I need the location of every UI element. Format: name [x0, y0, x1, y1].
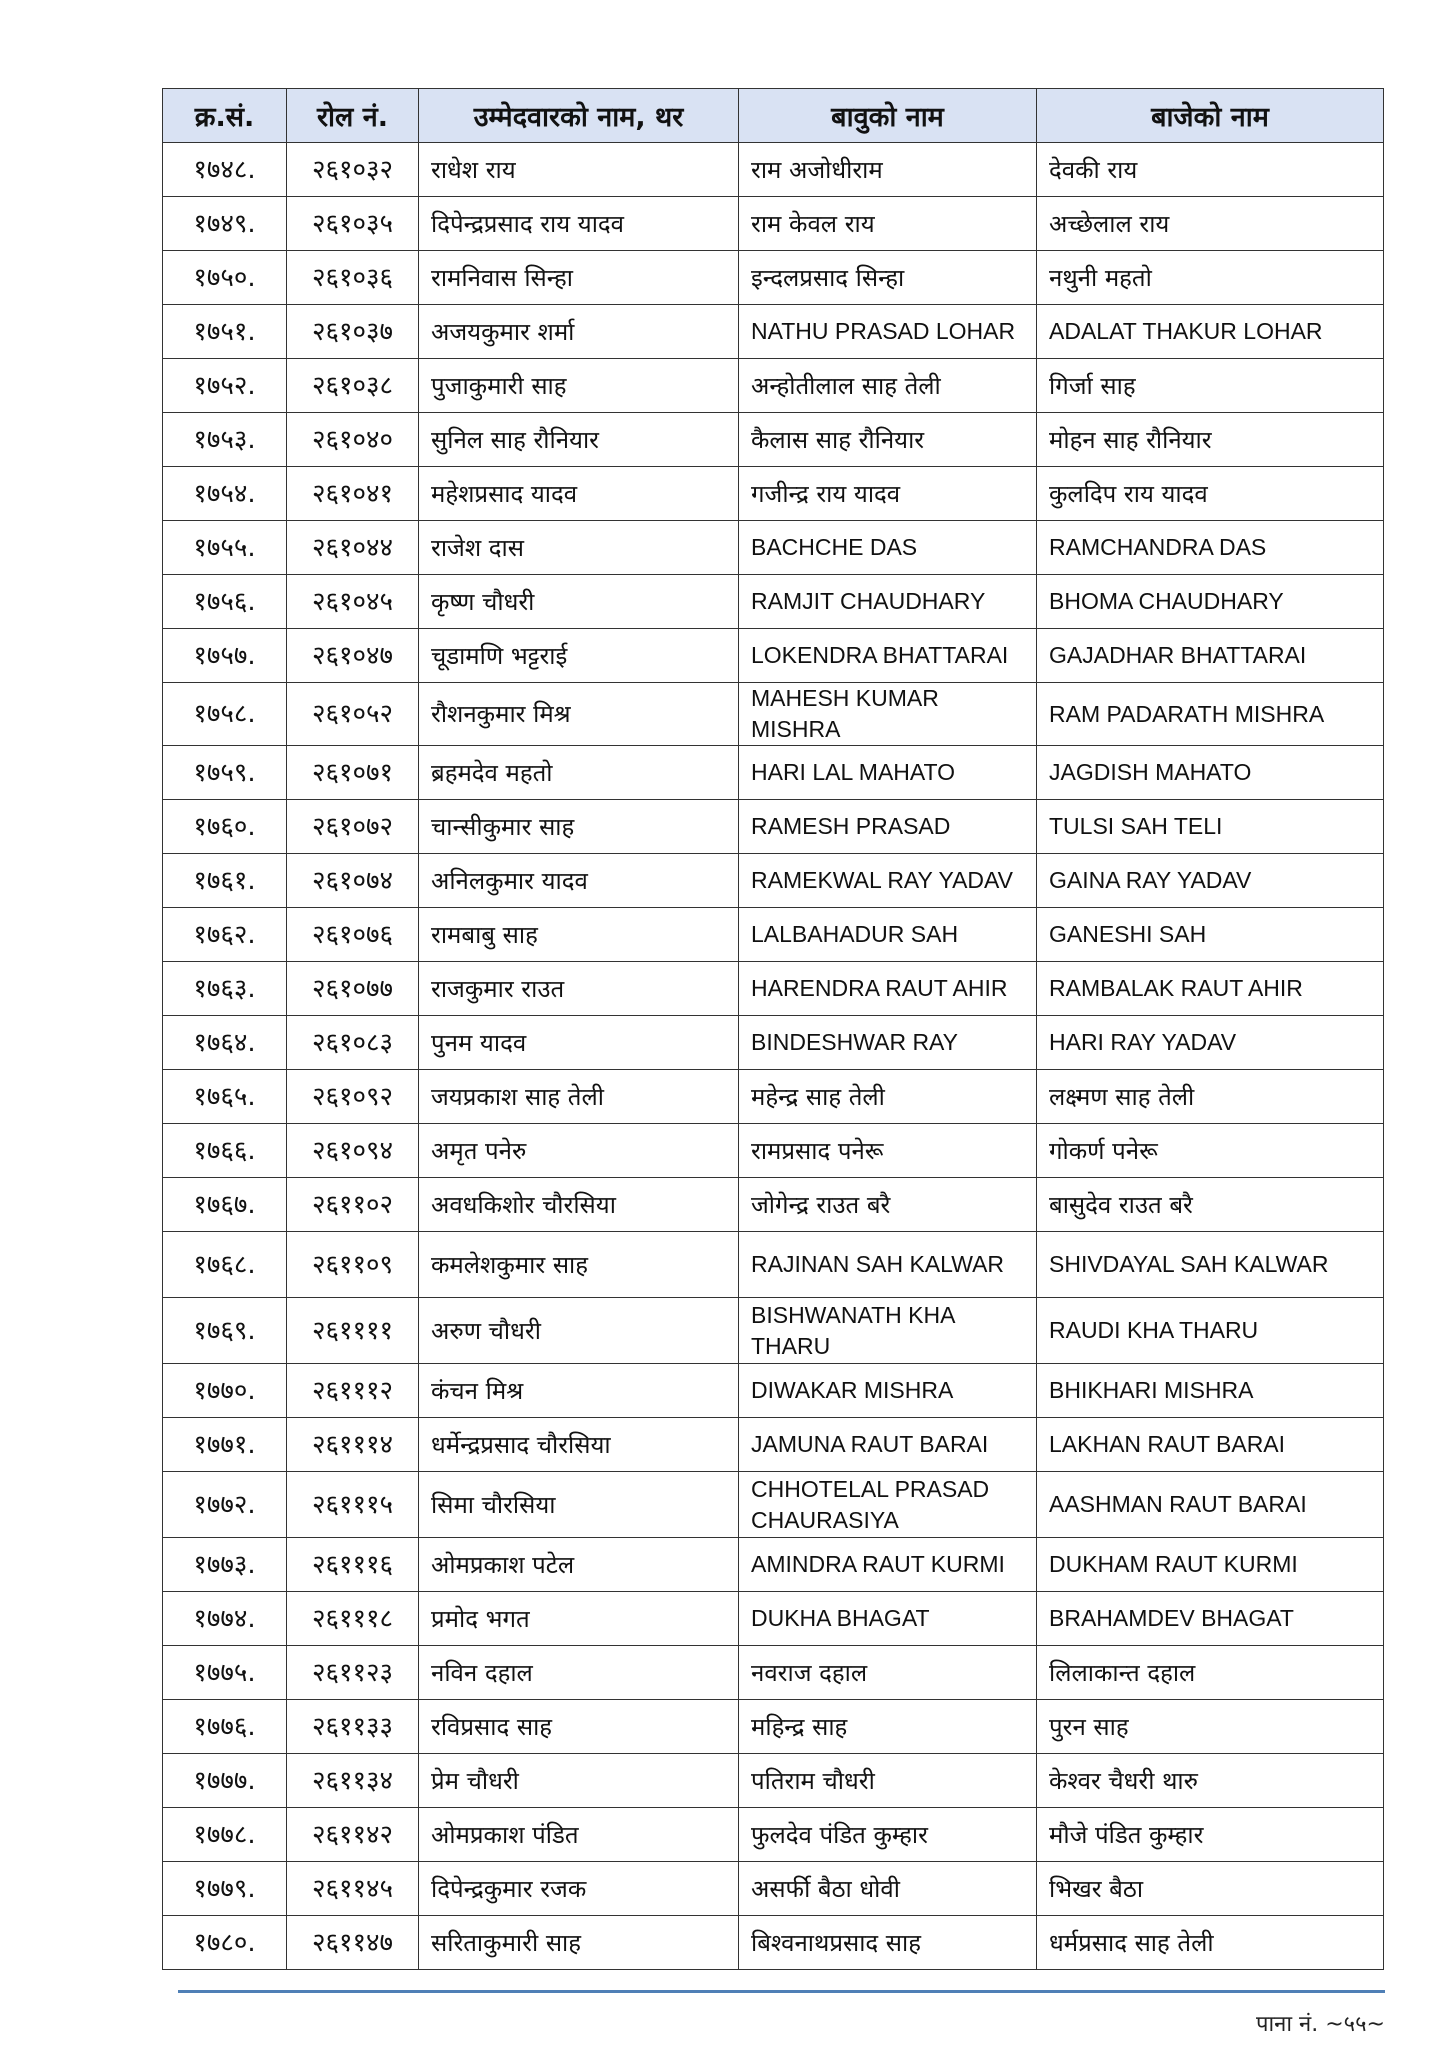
candidate-name-cell: रामबाबु साह: [419, 908, 739, 962]
serial-number-cell: १७६८.: [163, 1232, 287, 1298]
table-row: [163, 1916, 1384, 1970]
table-row: [163, 1472, 1384, 1538]
header-row: [163, 89, 1384, 143]
father-name-cell: पतिराम चौधरी: [739, 1754, 1037, 1808]
header-roll-number: रोल नं.: [287, 89, 419, 143]
roll-number-cell: २६११०२: [287, 1178, 419, 1232]
candidate-name-cell: अमृत पनेरु: [419, 1124, 739, 1178]
grandfather-name-cell: भिखर बैठा: [1037, 1862, 1384, 1916]
grandfather-name-cell: AASHMAN RAUT BARAI: [1037, 1472, 1384, 1538]
father-name-cell: RAJINAN SAH KALWAR: [739, 1232, 1037, 1298]
serial-number-cell: १७७४.: [163, 1592, 287, 1646]
table-row: [163, 467, 1384, 521]
roll-number-cell: २६१०७६: [287, 908, 419, 962]
father-name-cell: रामप्रसाद पनेरू: [739, 1124, 1037, 1178]
candidate-name-cell: सुनिल साह रौनियार: [419, 413, 739, 467]
table-row: [163, 1298, 1384, 1364]
roll-number-cell: २६१०३८: [287, 359, 419, 413]
father-name-cell: महिन्द्र साह: [739, 1700, 1037, 1754]
grandfather-name-cell: पुरन साह: [1037, 1700, 1384, 1754]
father-name-cell: HARENDRA RAUT AHIR: [739, 962, 1037, 1016]
serial-number-cell: १७६७.: [163, 1178, 287, 1232]
father-name-cell: फुलदेव पंडित कुम्हार: [739, 1808, 1037, 1862]
father-name-cell: LALBAHADUR SAH: [739, 908, 1037, 962]
candidate-name-cell: चूडामणि भट्टराई: [419, 629, 739, 683]
candidate-name-cell: जयप्रकाश साह तेली: [419, 1070, 739, 1124]
roll-number-cell: २६११११: [287, 1298, 419, 1364]
serial-number-cell: १७६३.: [163, 962, 287, 1016]
table-row: [163, 1592, 1384, 1646]
table-row: [163, 575, 1384, 629]
father-name-cell: बिश्वनाथप्रसाद साह: [739, 1916, 1037, 1970]
candidate-name-cell: अजयकुमार शर्मा: [419, 305, 739, 359]
father-name-cell: JAMUNA RAUT BARAI: [739, 1418, 1037, 1472]
candidate-table: [162, 88, 1384, 1970]
father-name-cell: RAMEKWAL RAY YADAV: [739, 854, 1037, 908]
table-row: [163, 1754, 1384, 1808]
table-row: [163, 1232, 1384, 1298]
serial-number-cell: १७८०.: [163, 1916, 287, 1970]
grandfather-name-cell: BHOMA CHAUDHARY: [1037, 575, 1384, 629]
grandfather-name-cell: धर्मप्रसाद साह तेली: [1037, 1916, 1384, 1970]
father-name-cell: इन्दलप्रसाद सिन्हा: [739, 251, 1037, 305]
table-row: [163, 1178, 1384, 1232]
candidate-name-cell: कृष्ण चौधरी: [419, 575, 739, 629]
grandfather-name-cell: HARI RAY YADAV: [1037, 1016, 1384, 1070]
serial-number-cell: १७७१.: [163, 1418, 287, 1472]
serial-number-cell: १७७६.: [163, 1700, 287, 1754]
table-row: [163, 143, 1384, 197]
serial-number-cell: १७६०.: [163, 800, 287, 854]
grandfather-name-cell: DUKHAM RAUT KURMI: [1037, 1538, 1384, 1592]
roll-number-cell: २६१०३६: [287, 251, 419, 305]
roll-number-cell: २६१११४: [287, 1418, 419, 1472]
roll-number-cell: २६१०३५: [287, 197, 419, 251]
serial-number-cell: १७४८.: [163, 143, 287, 197]
grandfather-name-cell: LAKHAN RAUT BARAI: [1037, 1418, 1384, 1472]
candidate-name-cell: रौशनकुमार मिश्र: [419, 683, 739, 746]
roll-number-cell: २६१०७१: [287, 746, 419, 800]
roll-number-cell: २६१०४४: [287, 521, 419, 575]
roll-number-cell: २६१०७४: [287, 854, 419, 908]
table-row: [163, 1364, 1384, 1418]
roll-number-cell: २६१०८३: [287, 1016, 419, 1070]
page-number: पाना नं. ~५५~: [1255, 2012, 1385, 2037]
table-row: [163, 1070, 1384, 1124]
roll-number-cell: २६११४५: [287, 1862, 419, 1916]
grandfather-name-cell: GANESHI SAH: [1037, 908, 1384, 962]
table-row: [163, 1016, 1384, 1070]
candidate-name-cell: प्रमोद भगत: [419, 1592, 739, 1646]
father-name-cell: RAMJIT CHAUDHARY: [739, 575, 1037, 629]
father-name-cell: नवराज दहाल: [739, 1646, 1037, 1700]
father-name-cell: CHHOTELAL PRASAD CHAURASIYA: [739, 1472, 1037, 1538]
grandfather-name-cell: BRAHAMDEV BHAGAT: [1037, 1592, 1384, 1646]
candidate-name-cell: रामनिवास सिन्हा: [419, 251, 739, 305]
candidate-name-cell: दिपेन्द्रकुमार रजक: [419, 1862, 739, 1916]
grandfather-name-cell: अच्छेलाल राय: [1037, 197, 1384, 251]
table-row: [163, 800, 1384, 854]
candidate-name-cell: अनिलकुमार यादव: [419, 854, 739, 908]
serial-number-cell: १७७३.: [163, 1538, 287, 1592]
table-row: [163, 854, 1384, 908]
candidate-name-cell: दिपेन्द्रप्रसाद राय यादव: [419, 197, 739, 251]
father-name-cell: महेन्द्र साह तेली: [739, 1070, 1037, 1124]
grandfather-name-cell: बासुदेव राउत बरै: [1037, 1178, 1384, 1232]
serial-number-cell: १७५२.: [163, 359, 287, 413]
father-name-cell: BACHCHE DAS: [739, 521, 1037, 575]
serial-number-cell: १७६४.: [163, 1016, 287, 1070]
table-row: [163, 1700, 1384, 1754]
father-name-cell: असर्फी बैठा धोवी: [739, 1862, 1037, 1916]
table-row: [163, 683, 1384, 746]
table-row: [163, 1124, 1384, 1178]
roll-number-cell: २६१०७२: [287, 800, 419, 854]
roll-number-cell: २६१०३२: [287, 143, 419, 197]
header-candidate-name: उम्मेदवारको नाम, थर: [419, 89, 739, 143]
roll-number-cell: २६१०५२: [287, 683, 419, 746]
serial-number-cell: १७५६.: [163, 575, 287, 629]
serial-number-cell: १७७८.: [163, 1808, 287, 1862]
father-name-cell: कैलास साह रौनियार: [739, 413, 1037, 467]
serial-number-cell: १७५४.: [163, 467, 287, 521]
father-name-cell: RAMESH PRASAD: [739, 800, 1037, 854]
grandfather-name-cell: RAMBALAK RAUT AHIR: [1037, 962, 1384, 1016]
grandfather-name-cell: RAMCHANDRA DAS: [1037, 521, 1384, 575]
roll-number-cell: २६१०४७: [287, 629, 419, 683]
roll-number-cell: २६१०४५: [287, 575, 419, 629]
roll-number-cell: २६११३३: [287, 1700, 419, 1754]
grandfather-name-cell: लक्ष्मण साह तेली: [1037, 1070, 1384, 1124]
father-name-cell: BINDESHWAR RAY: [739, 1016, 1037, 1070]
candidate-name-cell: नविन दहाल: [419, 1646, 739, 1700]
candidate-name-cell: अरुण चौधरी: [419, 1298, 739, 1364]
grandfather-name-cell: TULSI SAH TELI: [1037, 800, 1384, 854]
serial-number-cell: १७६५.: [163, 1070, 287, 1124]
table-row: [163, 413, 1384, 467]
serial-number-cell: १७५९.: [163, 746, 287, 800]
header-grandfather-name: बाजेको नाम: [1037, 89, 1384, 143]
candidate-name-cell: अवधकिशोर चौरसिया: [419, 1178, 739, 1232]
grandfather-name-cell: मौजे पंडित कुम्हार: [1037, 1808, 1384, 1862]
father-name-cell: DUKHA BHAGAT: [739, 1592, 1037, 1646]
roll-number-cell: २६११३४: [287, 1754, 419, 1808]
serial-number-cell: १७७०.: [163, 1364, 287, 1418]
table-row: [163, 908, 1384, 962]
grandfather-name-cell: मोहन साह रौनियार: [1037, 413, 1384, 467]
grandfather-name-cell: RAM PADARATH MISHRA: [1037, 683, 1384, 746]
table-row: [163, 521, 1384, 575]
candidate-name-cell: ओमप्रकाश पंडित: [419, 1808, 739, 1862]
father-name-cell: NATHU PRASAD LOHAR: [739, 305, 1037, 359]
candidate-name-cell: ब्रहमदेव महतो: [419, 746, 739, 800]
father-name-cell: MAHESH KUMAR MISHRA: [739, 683, 1037, 746]
roll-number-cell: २६११४७: [287, 1916, 419, 1970]
candidate-name-cell: कंचन मिश्र: [419, 1364, 739, 1418]
table-row: [163, 1646, 1384, 1700]
grandfather-name-cell: RAUDI KHA THARU: [1037, 1298, 1384, 1364]
grandfather-name-cell: कुलदिप राय यादव: [1037, 467, 1384, 521]
father-name-cell: DIWAKAR MISHRA: [739, 1364, 1037, 1418]
roll-number-cell: २६११२३: [287, 1646, 419, 1700]
grandfather-name-cell: ADALAT THAKUR LOHAR: [1037, 305, 1384, 359]
candidate-name-cell: धर्मेन्द्रप्रसाद चौरसिया: [419, 1418, 739, 1472]
serial-number-cell: १७६६.: [163, 1124, 287, 1178]
grandfather-name-cell: केश्वर चैधरी थारु: [1037, 1754, 1384, 1808]
serial-number-cell: १७४९.: [163, 197, 287, 251]
father-name-cell: AMINDRA RAUT KURMI: [739, 1538, 1037, 1592]
roll-number-cell: २६१०७७: [287, 962, 419, 1016]
serial-number-cell: १७७९.: [163, 1862, 287, 1916]
candidate-name-cell: कमलेशकुमार साह: [419, 1232, 739, 1298]
grandfather-name-cell: BHIKHARI MISHRA: [1037, 1364, 1384, 1418]
candidate-name-cell: राधेश राय: [419, 143, 739, 197]
candidate-name-cell: चान्सीकुमार साह: [419, 800, 739, 854]
father-name-cell: BISHWANATH KHA THARU: [739, 1298, 1037, 1364]
father-name-cell: गजीन्द्र राय यादव: [739, 467, 1037, 521]
candidate-name-cell: सिमा चौरसिया: [419, 1472, 739, 1538]
table-row: [163, 1862, 1384, 1916]
father-name-cell: राम अजोधीराम: [739, 143, 1037, 197]
grandfather-name-cell: नथुनी महतो: [1037, 251, 1384, 305]
table-row: [163, 1418, 1384, 1472]
serial-number-cell: १७६२.: [163, 908, 287, 962]
roll-number-cell: २६११४२: [287, 1808, 419, 1862]
table-row: [163, 1538, 1384, 1592]
candidate-name-cell: प्रेम चौधरी: [419, 1754, 739, 1808]
father-name-cell: LOKENDRA BHATTARAI: [739, 629, 1037, 683]
candidate-name-cell: राजकुमार राउत: [419, 962, 739, 1016]
father-name-cell: अन्होतीलाल साह तेली: [739, 359, 1037, 413]
candidate-name-cell: रविप्रसाद साह: [419, 1700, 739, 1754]
father-name-cell: राम केवल राय: [739, 197, 1037, 251]
grandfather-name-cell: SHIVDAYAL SAH KALWAR: [1037, 1232, 1384, 1298]
table-row: [163, 1808, 1384, 1862]
header-serial-number: क्र.सं.: [163, 89, 287, 143]
serial-number-cell: १७७७.: [163, 1754, 287, 1808]
candidate-name-cell: महेशप्रसाद यादव: [419, 467, 739, 521]
serial-number-cell: १७५७.: [163, 629, 287, 683]
candidate-name-cell: सरिताकुमारी साह: [419, 1916, 739, 1970]
roll-number-cell: २६१०४१: [287, 467, 419, 521]
roll-number-cell: २६१११६: [287, 1538, 419, 1592]
serial-number-cell: १७६९.: [163, 1298, 287, 1364]
candidate-name-cell: पुनम यादव: [419, 1016, 739, 1070]
table-row: [163, 359, 1384, 413]
table-row: [163, 962, 1384, 1016]
candidate-name-cell: ओमप्रकाश पटेल: [419, 1538, 739, 1592]
roll-number-cell: २६१११२: [287, 1364, 419, 1418]
serial-number-cell: १७७२.: [163, 1472, 287, 1538]
roll-number-cell: २६१०३७: [287, 305, 419, 359]
grandfather-name-cell: GAINA RAY YADAV: [1037, 854, 1384, 908]
roll-number-cell: २६१०४०: [287, 413, 419, 467]
serial-number-cell: १७५५.: [163, 521, 287, 575]
father-name-cell: HARI LAL MAHATO: [739, 746, 1037, 800]
grandfather-name-cell: GAJADHAR BHATTARAI: [1037, 629, 1384, 683]
header-father-name: बावुको नाम: [739, 89, 1037, 143]
table-row: [163, 746, 1384, 800]
serial-number-cell: १७५१.: [163, 305, 287, 359]
serial-number-cell: १७७५.: [163, 1646, 287, 1700]
grandfather-name-cell: गिर्जा साह: [1037, 359, 1384, 413]
serial-number-cell: १७५८.: [163, 683, 287, 746]
table-row: [163, 305, 1384, 359]
table-row: [163, 251, 1384, 305]
roll-number-cell: २६१११५: [287, 1472, 419, 1538]
candidate-name-cell: पुजाकुमारी साह: [419, 359, 739, 413]
candidate-name-cell: राजेश दास: [419, 521, 739, 575]
serial-number-cell: १७५३.: [163, 413, 287, 467]
grandfather-name-cell: लिलाकान्त दहाल: [1037, 1646, 1384, 1700]
table-row: [163, 197, 1384, 251]
roll-number-cell: २६१११८: [287, 1592, 419, 1646]
roll-number-cell: २६१०९२: [287, 1070, 419, 1124]
grandfather-name-cell: गोकर्ण पनेरू: [1037, 1124, 1384, 1178]
serial-number-cell: १७६१.: [163, 854, 287, 908]
table-row: [163, 629, 1384, 683]
grandfather-name-cell: देवकी राय: [1037, 143, 1384, 197]
roll-number-cell: २६१०९४: [287, 1124, 419, 1178]
serial-number-cell: १७५०.: [163, 251, 287, 305]
grandfather-name-cell: JAGDISH MAHATO: [1037, 746, 1384, 800]
footer-divider: [178, 1990, 1385, 1993]
father-name-cell: जोगेन्द्र राउत बरै: [739, 1178, 1037, 1232]
roll-number-cell: २६११०९: [287, 1232, 419, 1298]
